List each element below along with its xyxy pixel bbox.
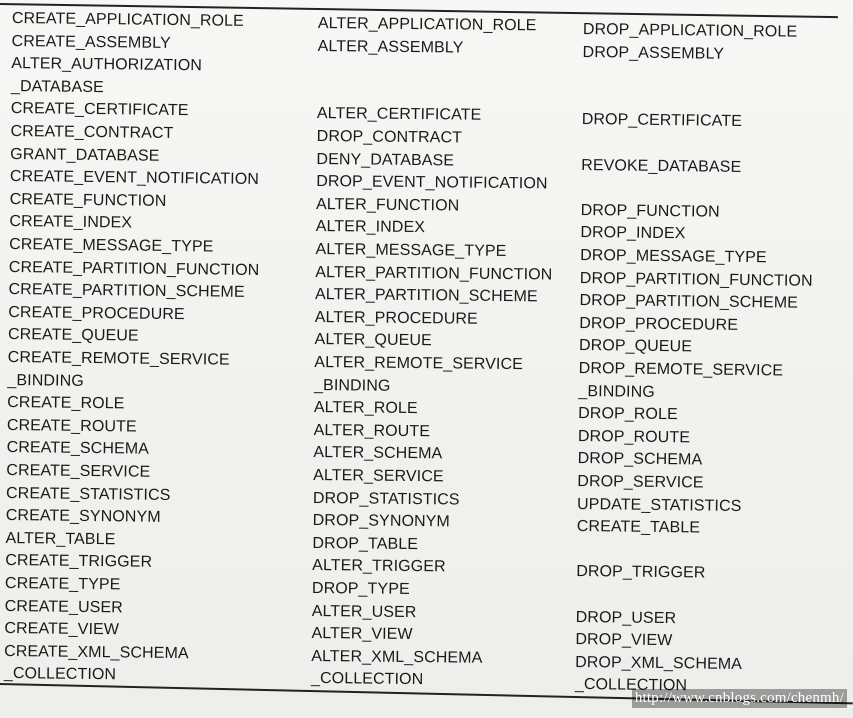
table-cell: CREATE_STATISTICS <box>5 484 171 504</box>
table-cell: DROP_CERTIFICATE <box>581 111 743 131</box>
table-cell: DROP_SCHEMA <box>577 450 703 469</box>
table-cell: _BINDING <box>578 382 655 401</box>
table-cell: DROP_FUNCTION <box>580 201 720 221</box>
table-cell: CREATE_PARTITION_FUNCTION <box>8 258 260 279</box>
table-cell: CREATE_REMOTE_SERVICE <box>7 348 230 369</box>
table-cell: CREATE_VIEW <box>4 620 120 639</box>
table-cell: CREATE_ASSEMBLY <box>11 32 171 52</box>
table-cell: ALTER_CERTIFICATE <box>316 105 482 125</box>
table-cell: CREATE_SYNONYM <box>5 507 161 527</box>
table-cell: ALTER_ASSEMBLY <box>317 37 464 57</box>
table-cell: DROP_QUEUE <box>578 337 693 356</box>
table-cell: ALTER_AUTHORIZATION <box>11 55 203 75</box>
table-cell: DROP_CONTRACT <box>316 127 463 147</box>
table-cell: ALTER_TRIGGER <box>312 557 446 576</box>
table-cell: CREATE_QUEUE <box>7 326 139 345</box>
table-cell: DROP_XML_SCHEMA <box>575 653 743 673</box>
table-cell: DROP_PROCEDURE <box>579 314 739 334</box>
table-cell: CREATE_TYPE <box>4 574 121 594</box>
table-cell: ALTER_TABLE <box>5 529 116 549</box>
table-cell: DROP_APPLICATION_ROLE <box>582 20 798 41</box>
table-cell: CREATE_INDEX <box>9 213 133 232</box>
table-cell: ALTER_SCHEMA <box>313 444 443 463</box>
table-cell: DROP_ASSEMBLY <box>582 43 725 63</box>
table-cell: ALTER_XML_SCHEMA <box>311 647 483 667</box>
table-cell: CREATE_ROLE <box>7 394 125 413</box>
table-cell: ALTER_QUEUE <box>314 331 432 350</box>
table-cell: DROP_PARTITION_FUNCTION <box>579 269 813 290</box>
table-cell: ALTER_APPLICATION_ROLE <box>317 14 537 35</box>
table-cell: DROP_VIEW <box>575 631 673 650</box>
table-cell: DROP_TYPE <box>311 579 410 598</box>
table-cell: _DATABASE <box>10 77 104 96</box>
table-cell: CREATE_APPLICATION_ROLE <box>11 9 244 30</box>
table-cell: CREATE_CERTIFICATE <box>10 100 189 120</box>
column-create <box>4 9 292 702</box>
table-cell: CREATE_EVENT_NOTIFICATION <box>9 168 260 189</box>
table-cell: DROP_SERVICE <box>577 472 704 492</box>
table-cell: DROP_MESSAGE_TYPE <box>580 246 767 267</box>
table-cell: CREATE_ROUTE <box>6 416 137 436</box>
table-cell: DROP_PARTITION_SCHEME <box>579 292 799 312</box>
table-cell: DENY_DATABASE <box>316 150 455 170</box>
table-cell: ALTER_ROLE <box>313 399 418 418</box>
table-cell: DROP_STATISTICS <box>312 489 460 509</box>
table-cell: DROP_EVENT_NOTIFICATION <box>316 173 548 193</box>
table-cell: CREATE_PARTITION_SCHEME <box>8 281 245 302</box>
table-cell: ALTER_PARTITION_FUNCTION <box>315 263 553 284</box>
table-cell: CREATE_MESSAGE_TYPE <box>9 235 214 256</box>
table-cell: CREATE_TABLE <box>576 518 701 537</box>
table-cell: CREATE_PROCEDURE <box>8 303 185 323</box>
table-cell: ALTER_PARTITION_SCHEME <box>314 286 538 306</box>
column-drop <box>575 20 853 713</box>
table-cell: DROP_TABLE <box>312 534 419 553</box>
table-cell: DROP_REMOTE_SERVICE <box>578 359 784 380</box>
table-cell: _COLLECTION <box>310 670 424 689</box>
table-cell: ALTER_REMOTE_SERVICE <box>314 353 524 374</box>
table-cell: ALTER_MESSAGE_TYPE <box>315 240 507 260</box>
table-cell: ALTER_PROCEDURE <box>314 308 478 328</box>
table-cell: CREATE_FUNCTION <box>9 190 167 210</box>
column-alter <box>311 14 598 707</box>
watermark-url: http://www.cnblogs.com/chenmh/ <box>632 689 847 708</box>
table-cell: GRANT_DATABASE <box>10 145 160 165</box>
table-cell: CREATE_TRIGGER <box>5 552 153 572</box>
table-cell: ALTER_USER <box>311 602 417 621</box>
table-cell: ALTER_INDEX <box>315 218 426 237</box>
table-cell: CREATE_SERVICE <box>6 461 151 481</box>
table-cell: CREATE_CONTRACT <box>10 122 174 142</box>
table-cell: DROP_TRIGGER <box>576 563 706 582</box>
table-cell: ALTER_SERVICE <box>313 466 444 486</box>
table-cell: _BINDING <box>7 371 84 390</box>
table-cell: _BINDING <box>314 376 391 395</box>
table-cell: ALTER_FUNCTION <box>315 195 460 215</box>
table-cell: CREATE_SCHEMA <box>6 439 150 459</box>
table-cell: _COLLECTION <box>3 665 117 684</box>
table-cell: DROP_USER <box>575 608 677 627</box>
table-cell: UPDATE_STATISTICS <box>576 495 742 515</box>
table-cell: DROP_ROUTE <box>577 427 691 447</box>
table-cell: CREATE_USER <box>4 597 123 616</box>
table-cell: ALTER_VIEW <box>311 625 413 644</box>
table-cell: CREATE_XML_SCHEMA <box>4 642 189 663</box>
table-cell: _COLLECTION <box>574 676 688 695</box>
table-cell: DROP_INDEX <box>580 224 686 243</box>
table-cell: ALTER_ROUTE <box>313 421 431 440</box>
table-cell: REVOKE_DATABASE <box>581 156 742 176</box>
table-cell: DROP_SYNONYM <box>312 512 451 531</box>
table-cell: DROP_ROLE <box>578 405 678 424</box>
